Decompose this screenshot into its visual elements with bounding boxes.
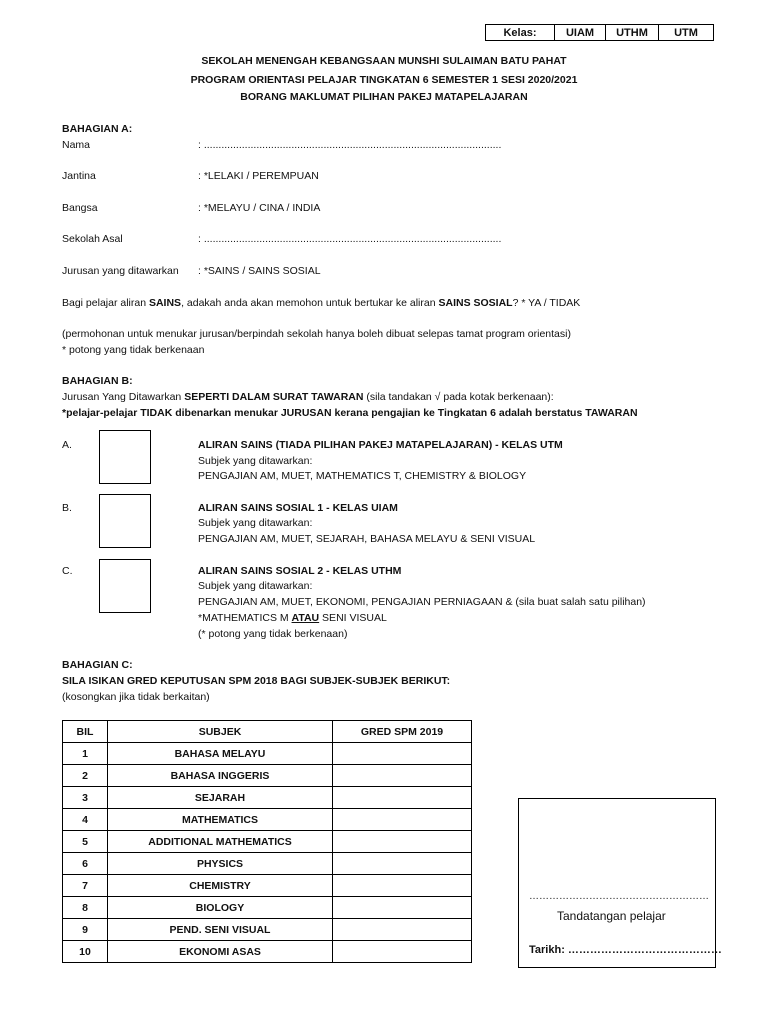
row-gred-input[interactable] — [333, 831, 472, 853]
q-text-3: ? * YA / TIDAK — [512, 297, 581, 309]
section-c-note: (kosongkan jika tidak berkaitan) — [62, 691, 210, 703]
header-gred: GRED SPM 2019 — [333, 721, 472, 743]
table-row — [63, 787, 472, 809]
header-subjek: SUBJEK — [108, 721, 333, 743]
option-a-subjects: PENGAJIAN AM, MUET, MATHEMATICS T, CHEMISTRY & BIOLOGY — [198, 470, 527, 482]
note-permohonan: (permohonan untuk menukar jurusan/berpindah sekolah hanya boleh dibuat selepas tamat program orientasi) — [62, 328, 571, 340]
row-gred-input[interactable] — [333, 765, 472, 787]
table-row — [63, 875, 472, 897]
row-subjek: PEND. SENI VISUAL — [108, 919, 333, 941]
nama-label: Nama — [62, 139, 91, 151]
instr-text-bold: SEPERTI DALAM SURAT TAWARAN — [184, 391, 364, 403]
row-gred-input[interactable] — [333, 809, 472, 831]
grade-table — [62, 720, 472, 963]
row-subjek: PHYSICS — [108, 853, 333, 875]
jurusan-value: : *SAINS / SAINS SOSIAL — [198, 265, 321, 277]
row-gred-input[interactable] — [333, 875, 472, 897]
signature-label: Tandatangan pelajar — [557, 909, 666, 923]
row-gred-input[interactable] — [333, 919, 472, 941]
nama-field: : ...................................................................................................... — [198, 139, 502, 151]
row-bil: 1 — [63, 743, 108, 765]
section-b-warning: *pelajar-pelajar TIDAK dibenarkan menukar JURUSAN kerana pengajian ke Tingkatan 6 adalah berstatus TAWARAN — [62, 407, 638, 419]
row-bil: 2 — [63, 765, 108, 787]
row-subjek: BAHASA MELAYU — [108, 743, 333, 765]
signature-line[interactable]: ……………………………………………… — [529, 891, 709, 902]
option-b-checkbox[interactable] — [99, 494, 151, 548]
q-text-sains-sosial: SAINS SOSIAL — [438, 297, 513, 309]
signature-box — [518, 798, 722, 968]
row-bil: 10 — [63, 941, 108, 963]
row-bil: 7 — [63, 875, 108, 897]
section-b-instruction — [62, 391, 554, 403]
option-b-subjects: PENGAJIAN AM, MUET, SEJARAH, BAHASA MELAYU & SENI VISUAL — [198, 533, 536, 545]
table-row — [63, 765, 472, 787]
row-gred-input[interactable] — [333, 743, 472, 765]
option-c-letter: C. — [62, 565, 73, 577]
q-text-1: Bagi pelajar aliran — [62, 297, 149, 309]
table-row — [63, 831, 472, 853]
row-subjek: SEJARAH — [108, 787, 333, 809]
table-row — [63, 743, 472, 765]
q-text-sains: SAINS — [148, 297, 182, 309]
row-subjek: BIOLOGY — [108, 897, 333, 919]
kelas-option-utm: UTM — [659, 25, 714, 41]
table-header-row — [63, 721, 472, 743]
row-subjek: BAHASA INGGERIS — [108, 765, 333, 787]
kelas-label: Kelas: — [486, 25, 555, 41]
option-b-subtitle: Subjek yang ditawarkan: — [198, 517, 313, 529]
jantina-value: : *LELAKI / PEREMPUAN — [198, 170, 319, 182]
section-b-title: BAHAGIAN B: — [62, 375, 133, 387]
kelas-option-uthm: UTHM — [606, 25, 659, 41]
row-bil: 9 — [63, 919, 108, 941]
header-bil: BIL — [63, 721, 108, 743]
row-gred-input[interactable] — [333, 787, 472, 809]
option-c-note: (* potong yang tidak berkenaan) — [198, 628, 348, 640]
option-c-subtitle: Subjek yang ditawarkan: — [198, 580, 313, 592]
table-row — [63, 941, 472, 963]
sekolah-field: : ...................................................................................................... — [198, 233, 502, 245]
choice-text-1: *MATHEMATICS M — [198, 612, 292, 624]
jurusan-label: Jurusan yang ditawarkan — [62, 265, 179, 277]
section-a-title: BAHAGIAN A: — [62, 123, 133, 135]
note-potong: * potong yang tidak berkenaan — [62, 344, 205, 356]
row-gred-input[interactable] — [333, 941, 472, 963]
table-row — [63, 897, 472, 919]
instr-text-2: (sila tandakan √ pada kotak berkenaan): — [363, 391, 554, 403]
option-c-title: ALIRAN SAINS SOSIAL 2 - KELAS UTHM — [198, 565, 402, 577]
bangsa-value: : *MELAYU / CINA / INDIA — [198, 202, 321, 214]
row-subjek: ADDITIONAL MATHEMATICS — [108, 831, 333, 853]
program-title: PROGRAM ORIENTASI PELAJAR TINGKATAN 6 SEMESTER 1 SESI 2020/2021 — [190, 74, 578, 86]
choice-text-2: SENI VISUAL — [319, 612, 387, 624]
section-c-instruction: SILA ISIKAN GRED KEPUTUSAN SPM 2018 BAGI SUBJEK-SUBJEK BERIKUT: — [62, 675, 451, 687]
school-name: SEKOLAH MENENGAH KEBANGSAAN MUNSHI SULAIMAN BATU PAHAT — [201, 55, 567, 67]
row-bil: 4 — [63, 809, 108, 831]
option-a-subtitle: Subjek yang ditawarkan: — [198, 455, 313, 467]
row-bil: 5 — [63, 831, 108, 853]
form-title: BORANG MAKLUMAT PILIHAN PAKEJ MATAPELAJARAN — [240, 91, 528, 103]
table-row — [63, 853, 472, 875]
table-row — [63, 919, 472, 941]
choice-atau: ATAU — [291, 612, 320, 624]
instr-text-1: Jurusan Yang Ditawarkan — [62, 391, 185, 403]
row-subjek: MATHEMATICS — [108, 809, 333, 831]
option-a-letter: A. — [62, 439, 72, 451]
row-bil: 3 — [63, 787, 108, 809]
option-c-choice — [198, 612, 387, 624]
kelas-box — [485, 24, 714, 41]
transfer-question — [62, 297, 580, 309]
tarikh-field[interactable]: Tarikh: …………………………………… — [529, 944, 722, 956]
kelas-option-uiam: UIAM — [555, 25, 606, 41]
row-bil: 8 — [63, 897, 108, 919]
section-c-title: BAHAGIAN C: — [62, 659, 133, 671]
jantina-label: Jantina — [62, 170, 96, 182]
row-gred-input[interactable] — [333, 853, 472, 875]
table-row — [63, 809, 472, 831]
row-subjek: CHEMISTRY — [108, 875, 333, 897]
row-gred-input[interactable] — [333, 897, 472, 919]
option-b-title: ALIRAN SAINS SOSIAL 1 - KELAS UIAM — [198, 502, 398, 514]
option-a-title: ALIRAN SAINS (TIADA PILIHAN PAKEJ MATAPELAJARAN) - KELAS UTM — [198, 439, 563, 451]
option-b-letter: B. — [62, 502, 72, 514]
row-bil: 6 — [63, 853, 108, 875]
row-subjek: EKONOMI ASAS — [108, 941, 333, 963]
bangsa-label: Bangsa — [62, 202, 98, 214]
option-c-checkbox[interactable] — [99, 559, 151, 613]
sekolah-label: Sekolah Asal — [62, 233, 123, 245]
option-c-subjects: PENGAJIAN AM, MUET, EKONOMI, PENGAJIAN PERNIAGAAN & (sila buat salah satu pilihan) — [198, 596, 646, 608]
q-text-2: , adakah anda akan memohon untuk bertukar ke aliran — [181, 297, 439, 309]
option-a-checkbox[interactable] — [99, 430, 151, 484]
